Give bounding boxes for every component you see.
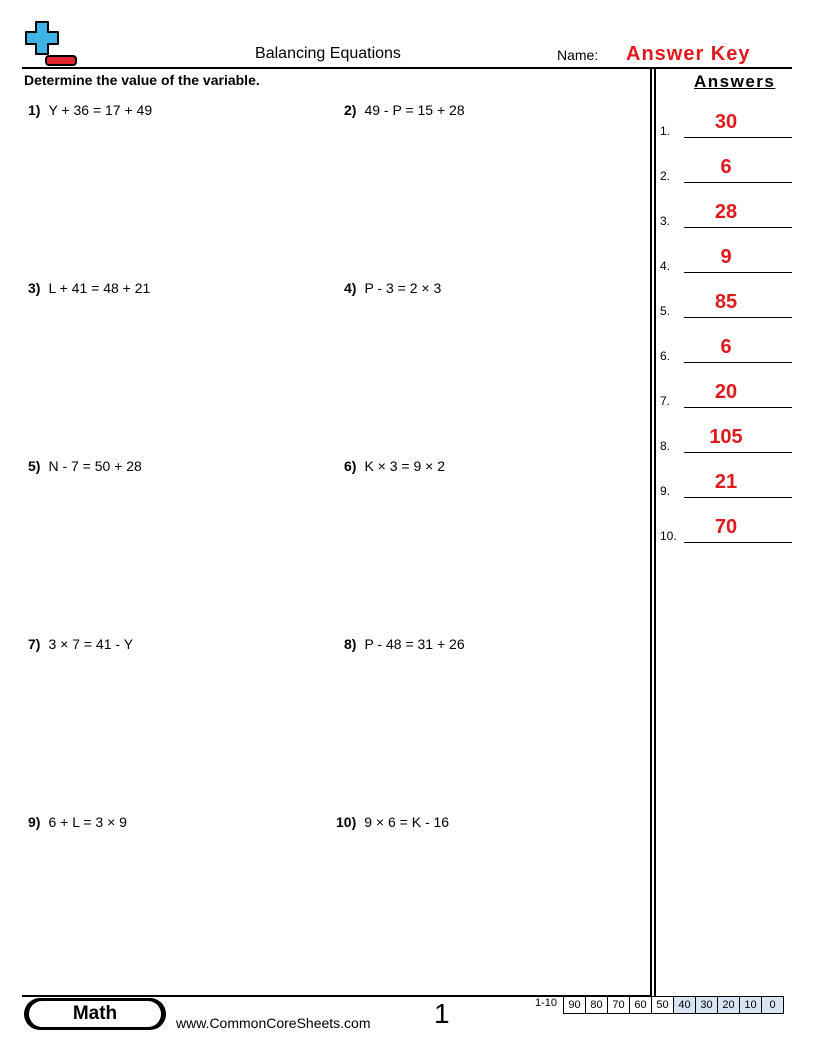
problem-number: 9) — [28, 814, 41, 830]
answer-value: 9 — [720, 246, 732, 268]
worksheet-title: Balancing Equations — [255, 45, 401, 62]
answer-value: 28 — [714, 201, 738, 223]
answer-row-9 — [660, 468, 792, 498]
answer-column-divider-inner — [654, 67, 656, 997]
problem-equation: K × 3 = 9 × 2 — [364, 458, 446, 474]
score-table — [563, 996, 784, 1014]
problem-equation: 3 × 7 = 41 - Y — [48, 636, 134, 652]
subject-label: Math — [29, 1001, 161, 1027]
problem-number: 1) — [28, 102, 41, 118]
answer-value: 6 — [720, 156, 732, 178]
answer-number: 7. — [660, 394, 671, 408]
answer-line — [684, 542, 792, 543]
problem-7 — [28, 636, 133, 652]
answer-row-8 — [660, 423, 792, 453]
answer-value: 70 — [714, 516, 738, 538]
score-cell: 90 — [564, 997, 586, 1014]
answer-value: 20 — [714, 381, 738, 403]
problem-6 — [344, 458, 445, 474]
website-url: www.CommonCoreSheets.com — [176, 1015, 371, 1031]
answer-line — [684, 272, 792, 273]
answer-line — [684, 317, 792, 318]
answer-line — [684, 362, 792, 363]
header-divider — [22, 67, 792, 69]
answer-line — [684, 182, 792, 183]
answer-number: 10. — [660, 529, 677, 543]
score-cell: 30 — [696, 997, 718, 1014]
page-number: 1 — [434, 998, 450, 1029]
answer-number: 5. — [660, 304, 671, 318]
problem-3 — [28, 280, 150, 296]
answer-number: 6. — [660, 349, 671, 363]
score-cell: 50 — [652, 997, 674, 1014]
problem-equation: 49 - P = 15 + 28 — [364, 102, 465, 118]
score-cell: 0 — [762, 997, 784, 1014]
instructions: Determine the value of the variable. — [24, 72, 260, 88]
name-label: Name: — [557, 47, 599, 63]
answer-row-7 — [660, 378, 792, 408]
score-cell: 20 — [718, 997, 740, 1014]
problem-5 — [28, 458, 142, 474]
problem-10 — [336, 814, 449, 830]
problem-equation: L + 41 = 48 + 21 — [48, 280, 151, 296]
answer-number: 2. — [660, 169, 671, 183]
answer-value: 85 — [714, 291, 738, 313]
answer-number: 3. — [660, 214, 671, 228]
problem-number: 2) — [344, 102, 357, 118]
problem-number: 8) — [344, 636, 357, 652]
problem-equation: Y + 36 = 17 + 49 — [48, 102, 153, 118]
problem-number: 4) — [344, 280, 357, 296]
problem-2 — [344, 102, 465, 118]
problem-equation: P - 48 = 31 + 26 — [364, 636, 465, 652]
answer-row-10 — [660, 513, 792, 543]
answer-line — [684, 227, 792, 228]
answer-row-6 — [660, 333, 792, 363]
answer-row-3 — [660, 198, 792, 228]
answer-value: 30 — [714, 111, 738, 133]
answer-key-label: Answer Key — [626, 43, 751, 65]
footer-divider — [22, 995, 652, 997]
answer-value: 6 — [720, 336, 732, 358]
answer-row-1 — [660, 108, 792, 138]
answer-row-5 — [660, 288, 792, 318]
answer-line — [684, 407, 792, 408]
answer-line — [684, 137, 792, 138]
answer-line — [684, 497, 792, 498]
problem-9 — [28, 814, 127, 830]
problem-equation: P - 3 = 2 × 3 — [364, 280, 442, 296]
answer-row-2 — [660, 153, 792, 183]
answer-number: 4. — [660, 259, 671, 273]
problem-number: 7) — [28, 636, 41, 652]
problem-equation: N - 7 = 50 + 28 — [48, 458, 142, 474]
problem-1 — [28, 102, 152, 118]
problem-number: 5) — [28, 458, 41, 474]
score-cell: 70 — [608, 997, 630, 1014]
problem-4 — [344, 280, 441, 296]
score-cell: 60 — [630, 997, 652, 1014]
problem-equation: 6 + L = 3 × 9 — [48, 814, 127, 830]
answer-number: 9. — [660, 484, 671, 498]
answer-value: 105 — [709, 426, 743, 448]
score-cell: 10 — [740, 997, 762, 1014]
answers-heading: Answers — [694, 72, 776, 91]
problem-number: 10) — [336, 814, 357, 830]
answer-value: 21 — [714, 471, 738, 493]
answer-row-4 — [660, 243, 792, 273]
problem-8 — [344, 636, 465, 652]
problem-equation: 9 × 6 = K - 16 — [364, 814, 450, 830]
score-range-label: 1-10 — [535, 997, 558, 1009]
answer-column-divider — [650, 67, 652, 997]
score-cell: 80 — [586, 997, 608, 1014]
problem-number: 3) — [28, 280, 41, 296]
problem-number: 6) — [344, 458, 357, 474]
answer-number: 1. — [660, 124, 671, 138]
answer-line — [684, 452, 792, 453]
score-cell: 40 — [674, 997, 696, 1014]
answer-number: 8. — [660, 439, 671, 453]
